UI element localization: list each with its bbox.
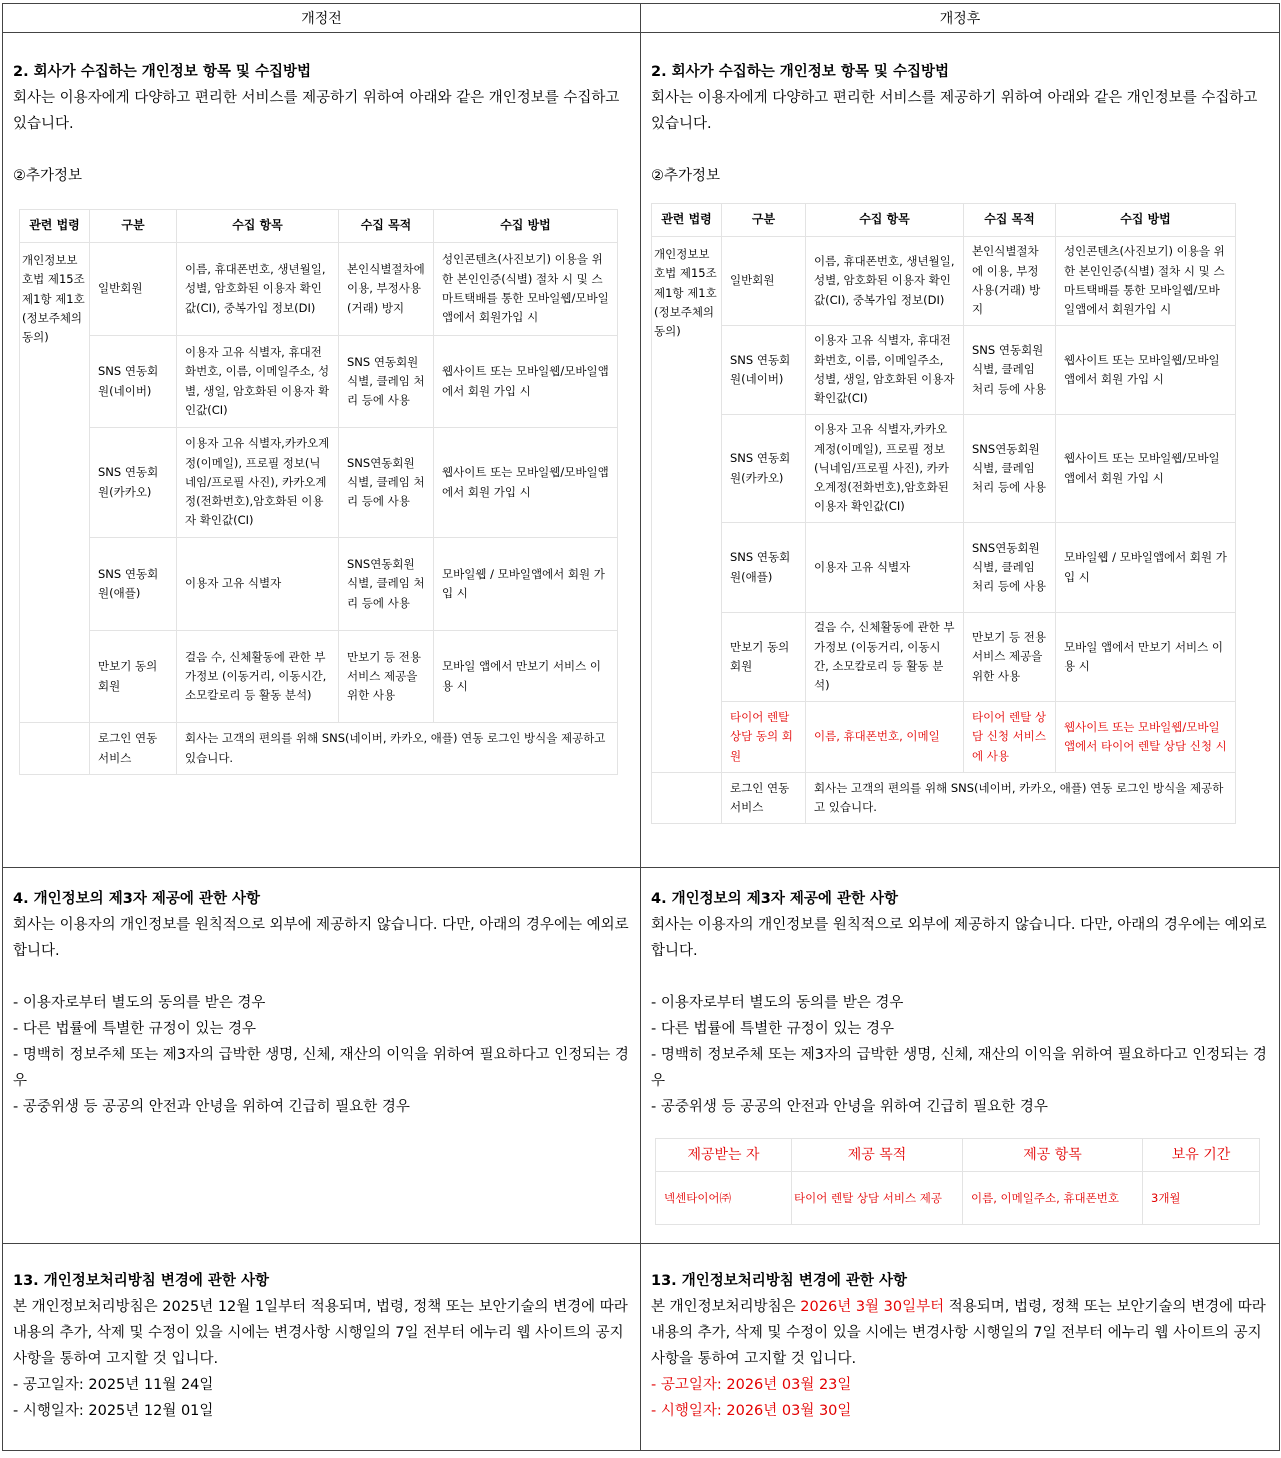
row-purpose: 본인식별절차에 이용, 부정사용(거래) 방지	[964, 237, 1056, 326]
list-item: - 다른 법률에 특별한 규정이 있는 경우	[13, 1021, 256, 1037]
row-method: 성인콘텐츠(사진보기) 이용을 위한 본인인증(식별) 절차 시 및 스마트택배를 통한 모바일웹/모바일앱에서 회원가입 시	[434, 243, 618, 336]
row-items: 이름, 휴대폰번호, 생년월일, 성별, 암호화된 이용자 확인값(CI), 중복가입 정보(DI)	[806, 237, 964, 326]
row-purpose: SNS 연동회원 식별, 클레임 처리 등에 사용	[339, 336, 434, 428]
comparison-table	[2, 3, 1280, 1451]
section-body	[651, 1294, 1273, 1372]
row-items: 이용자 고유 식별자	[177, 538, 339, 631]
row-method: 웹사이트 또는 모바일웹/모바일앱에서 회원 가입 시	[1056, 415, 1236, 523]
new-row-type: 타이어 렌탈 상담 동의 회원	[722, 702, 806, 773]
th-type: 구분	[90, 210, 177, 243]
new-row-purpose: 타이어 렌탈 상담 신청 서비스에 사용	[964, 702, 1056, 773]
th-provision-items: 제공 항목	[963, 1139, 1143, 1172]
login-row-text: 회사는 고객의 편의를 위해 SNS(네이버, 카카오, 애플) 연동 로그인 방식을 제공하고 있습니다.	[806, 773, 1236, 824]
retention-cell: 3개월	[1143, 1172, 1260, 1225]
effective-date-text: 2026년 3월 30일부터	[800, 1299, 945, 1315]
subsection-label: ②추가정보	[651, 168, 721, 184]
section-intro: 회사는 이용자에게 다양하고 편리한 서비스를 제공하기 위하여 아래와 같은 개인정보를 수집하고 있습니다.	[13, 90, 620, 132]
th-retention: 보유 기간	[1143, 1139, 1260, 1172]
row-purpose: 만보기 등 전용 서비스 제공을 위한 사용	[339, 631, 434, 723]
law-cell: 개인정보보호법 제15조 제1항 제1호 (정보주체의 동의)	[20, 243, 90, 723]
header-after: 개정후	[641, 4, 1280, 33]
row-purpose: SNS연동회원 식별, 클레임 처리 등에 사용	[339, 428, 434, 538]
row-items: 이용자 고유 식별자,카카오계정(이메일), 프로필 정보(닉네임/프로필 사진), 카카오계정(전화번호),암호화된 이용자 확인값(CI)	[177, 428, 339, 538]
new-row-items: 이름, 휴대폰번호, 이메일	[806, 702, 964, 773]
body-text-pre: 본 개인정보처리방침은	[651, 1299, 801, 1315]
row-type: 만보기 동의 회원	[90, 631, 177, 723]
row-items: 이용자 고유 식별자,카카오계정(이메일), 프로필 정보(닉네임/프로필 사진), 카카오계정(전화번호),암호화된 이용자 확인값(CI)	[806, 415, 964, 523]
list-item: - 명백히 정보주체 또는 제3자의 급박한 생명, 신체, 재산의 이익을 위하여 필요하다고 인정되는 경우	[13, 1047, 629, 1089]
list-item: - 공중위생 등 공공의 안전과 안녕을 위하여 긴급히 필요한 경우	[13, 1099, 410, 1115]
row-method: 모바일웹 / 모바일앱에서 회원 가입 시	[1056, 523, 1236, 613]
row-type: SNS 연동회원(네이버)	[90, 336, 177, 428]
body-text-post: 적용되며, 법령, 정책 또는 보안기술의 변경에 따라 내용의 추가, 삭제 및 수정이 있을 시에는 변경사항 시행일의 7일 전부터 에누리 웹 사이트의 공지사항을 통하여 고지할 것 입니다.	[13, 1299, 628, 1367]
collection-table-after	[651, 203, 1236, 824]
section-intro: 회사는 이용자의 개인정보를 원칙적으로 외부에 제공하지 않습니다. 다만, 아래의 경우에는 예외로 합니다.	[13, 917, 629, 959]
provision-table	[655, 1138, 1260, 1225]
th-recipient: 제공받는 자	[656, 1139, 792, 1172]
th-law: 관련 법령	[20, 210, 90, 243]
section13-before	[3, 1244, 641, 1451]
notice-date: - 공고일자: 2026년 03월 23일	[651, 1377, 852, 1393]
th-provision-purpose: 제공 목적	[792, 1139, 963, 1172]
row-type: 일반회원	[722, 237, 806, 326]
row-items: 이용자 고유 식별자, 휴대전화번호, 이름, 이메일주소, 성별, 생일, 암호화된 이용자 확인값(CI)	[177, 336, 339, 428]
row-type: SNS 연동회원(카카오)	[722, 415, 806, 523]
row-method: 웹사이트 또는 모바일웹/모바일앱에서 회원 가입 시	[434, 428, 618, 538]
row-type: 일반회원	[90, 243, 177, 336]
body-text-post: 적용되며, 법령, 정책 또는 보안기술의 변경에 따라 내용의 추가, 삭제 및 수정이 있을 시에는 변경사항 시행일의 7일 전부터 에누리 웹 사이트의 공지사항을 통하여 고지할 것 입니다.	[651, 1299, 1266, 1367]
section2-before	[3, 33, 641, 868]
subsection-label: ②추가정보	[13, 168, 83, 184]
section-title: 4. 개인정보의 제3자 제공에 관한 사항	[651, 891, 899, 907]
list-item: - 공중위생 등 공공의 안전과 안녕을 위하여 긴급히 필요한 경우	[651, 1099, 1048, 1115]
notice-date: - 공고일자: 2025년 11월 24일	[13, 1377, 214, 1393]
effective-date: - 시행일자: 2026년 03월 30일	[651, 1403, 852, 1419]
row-type: 로그인 연동 서비스	[90, 723, 177, 775]
row-items: 걸음 수, 신체활동에 관한 부가정보 (이동거리, 이동시간, 소모칼로리 등 활동 분석)	[177, 631, 339, 723]
section-intro: 회사는 이용자의 개인정보를 원칙적으로 외부에 제공하지 않습니다. 다만, 아래의 경우에는 예외로 합니다.	[651, 917, 1267, 959]
th-items: 수집 항목	[806, 204, 964, 237]
section-intro: 회사는 이용자에게 다양하고 편리한 서비스를 제공하기 위하여 아래와 같은 개인정보를 수집하고 있습니다.	[651, 90, 1258, 132]
row-items: 이용자 고유 식별자	[806, 523, 964, 613]
th-items: 수집 항목	[177, 210, 339, 243]
new-row-method: 웹사이트 또는 모바일웹/모바일앱에서 타이어 렌탈 상담 신청 시	[1056, 702, 1236, 773]
row-purpose: 만보기 등 전용 서비스 제공을 위한 사용	[964, 613, 1056, 702]
section4-after	[641, 868, 1280, 1244]
effective-date-text: 2025년 12월 1일부터	[162, 1299, 307, 1315]
row-items: 이름, 휴대폰번호, 생년월일, 성별, 암호화된 이용자 확인값(CI), 중복가입 정보(DI)	[177, 243, 339, 336]
section-title: 4. 개인정보의 제3자 제공에 관한 사항	[13, 891, 261, 907]
row-method: 모바일 앱에서 만보기 서비스 이용 시	[434, 631, 618, 723]
row-type: SNS 연동회원(카카오)	[90, 428, 177, 538]
list-item: - 다른 법률에 특별한 규정이 있는 경우	[651, 1021, 894, 1037]
row-method: 성인콘텐츠(사진보기) 이용을 위한 본인인증(식별) 절차 시 및 스마트택배를 통한 모바일웹/모바일앱에서 회원가입 시	[1056, 237, 1236, 326]
row-type: SNS 연동회원(네이버)	[722, 326, 806, 415]
list-item: - 이용자로부터 별도의 동의를 받은 경우	[651, 995, 904, 1011]
effective-date: - 시행일자: 2025년 12월 01일	[13, 1403, 214, 1419]
row-method: 웹사이트 또는 모바일웹/모바일앱에서 회원 가입 시	[434, 336, 618, 428]
login-row-text: 회사는 고객의 편의를 위해 SNS(네이버, 카카오, 애플) 연동 로그인 방식을 제공하고 있습니다.	[177, 723, 618, 775]
provision-purpose-cell: 타이어 렌탈 상담 서비스 제공	[792, 1172, 963, 1225]
section13-after	[641, 1244, 1280, 1451]
list-item: - 이용자로부터 별도의 동의를 받은 경우	[13, 995, 266, 1011]
section-title: 13. 개인정보처리방침 변경에 관한 사항	[651, 1273, 907, 1289]
header-before: 개정전	[3, 4, 641, 33]
th-method: 수집 방법	[1056, 204, 1236, 237]
row-method: 모바일 앱에서 만보기 서비스 이용 시	[1056, 613, 1236, 702]
row-purpose: SNS연동회원 식별, 클레임 처리 등에 사용	[339, 538, 434, 631]
section2-after	[641, 33, 1280, 868]
list-item: - 명백히 정보주체 또는 제3자의 급박한 생명, 신체, 재산의 이익을 위하여 필요하다고 인정되는 경우	[651, 1047, 1267, 1089]
row-items: 이용자 고유 식별자, 휴대전화번호, 이름, 이메일주소, 성별, 생일, 암호화된 이용자 확인값(CI)	[806, 326, 964, 415]
law-cell: 개인정보보호법 제15조 제1항 제1호 (정보주체의 동의)	[652, 237, 722, 773]
row-items: 걸음 수, 신체활동에 관한 부가정보 (이동거리, 이동시간, 소모칼로리 등 활동 분석)	[806, 613, 964, 702]
row-method: 모바일웹 / 모바일앱에서 회원 가입 시	[434, 538, 618, 631]
th-type: 구분	[722, 204, 806, 237]
row-type: 만보기 동의 회원	[722, 613, 806, 702]
row-purpose: 본인식별절차에 이용, 부정사용(거래) 방지	[339, 243, 434, 336]
row-method: 웹사이트 또는 모바일웹/모바일앱에서 회원 가입 시	[1056, 326, 1236, 415]
row-type: 로그인 연동 서비스	[722, 773, 806, 824]
section-title: 2. 회사가 수집하는 개인정보 항목 및 수집방법	[13, 64, 312, 80]
section-title: 2. 회사가 수집하는 개인정보 항목 및 수집방법	[651, 64, 950, 80]
th-method: 수집 방법	[434, 210, 618, 243]
section-body	[13, 1294, 634, 1372]
collection-table-before	[19, 209, 618, 775]
row-type: SNS 연동회원(애플)	[722, 523, 806, 613]
body-text-pre: 본 개인정보처리방침은	[13, 1299, 163, 1315]
th-purpose: 수집 목적	[964, 204, 1056, 237]
provision-items-cell: 이름, 이메일주소, 휴대폰번호	[963, 1172, 1143, 1225]
section4-before	[3, 868, 641, 1244]
recipient-cell: 넥센타이어㈜	[656, 1172, 792, 1225]
row-purpose: SNS 연동회원 식별, 클레임 처리 등에 사용	[964, 326, 1056, 415]
row-purpose: SNS연동회원 식별, 클레임 처리 등에 사용	[964, 415, 1056, 523]
th-law: 관련 법령	[652, 204, 722, 237]
section-title: 13. 개인정보처리방침 변경에 관한 사항	[13, 1273, 269, 1289]
row-type: SNS 연동회원(애플)	[90, 538, 177, 631]
th-purpose: 수집 목적	[339, 210, 434, 243]
row-purpose: SNS연동회원 식별, 클레임 처리 등에 사용	[964, 523, 1056, 613]
